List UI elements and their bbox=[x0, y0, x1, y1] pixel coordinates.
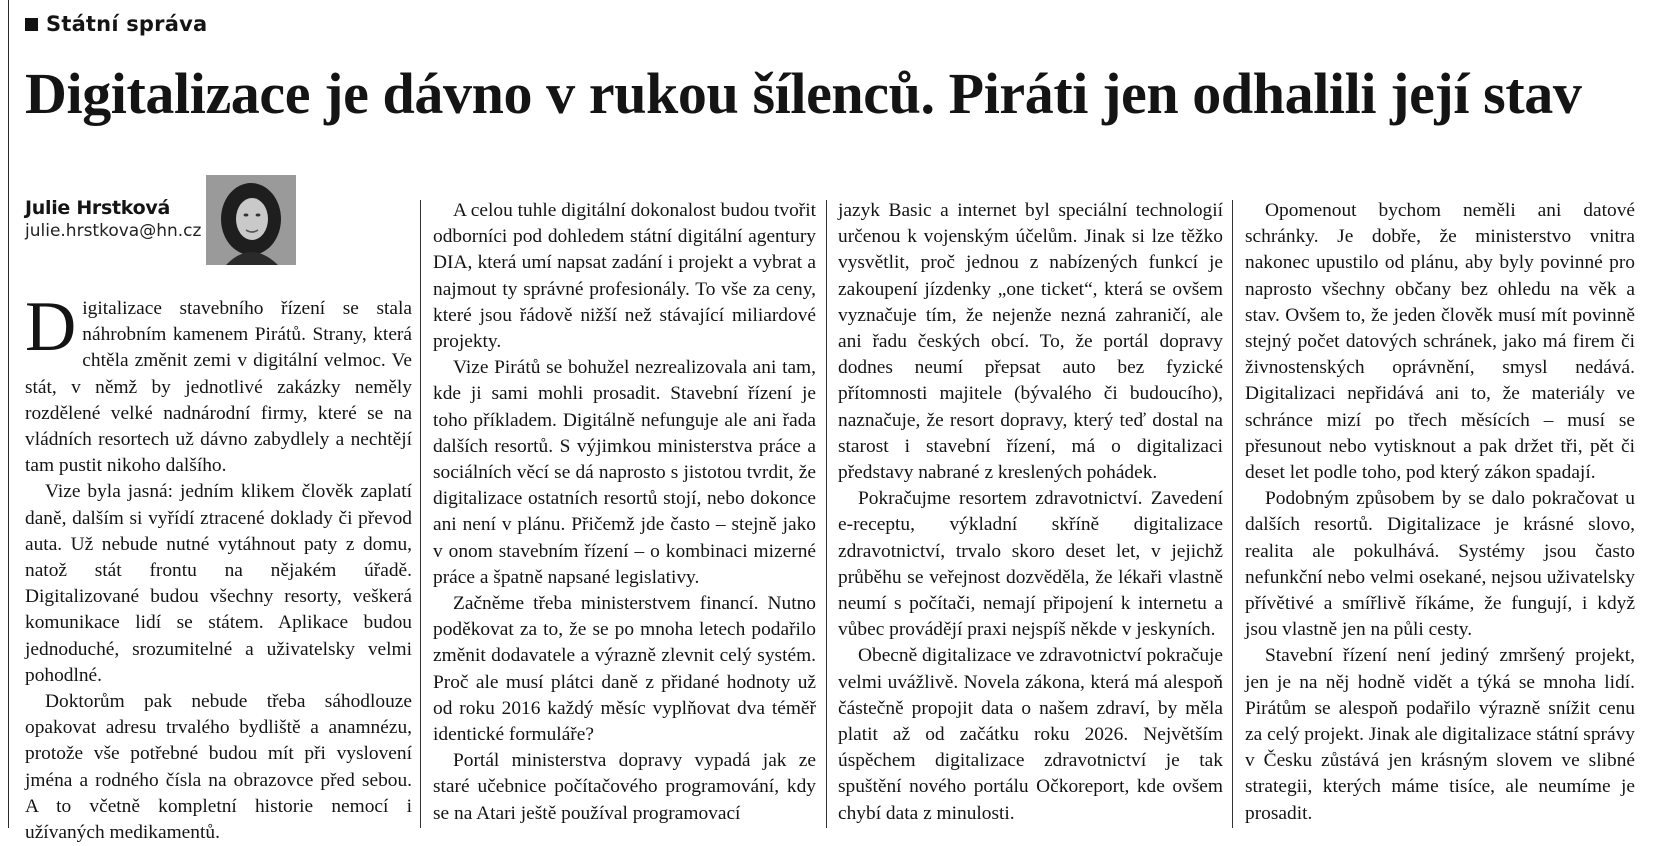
column-rule bbox=[826, 200, 827, 828]
article-paragraph: Vize Pirátů se bohužel nezrealizovala ani tam, kde ji sami mohli prosadit. Stavební řízení je toho příkladem. Digitálně nefunguje ale ani řada dalších resortů. S výjimkou ministerstva práce a sociálních věcí se dá naprosto s jistotou tvrdit, že digitalizace ostatních resortů stojí, nebo dokonce ani není v plánu. Přičemž jde často – stejně jako v onom stavebním řízení – o kombinaci mizerné práce a špatně napsané legislativy. bbox=[433, 357, 816, 588]
section-label[interactable] bbox=[25, 12, 207, 36]
paragraph-text: igitalizace stavebního řízení se stala náhrobním kamenem Pirátů. Strany, která chtěla změnit zemi v digitální velmoc. Ve stát, v němž by jednotlivé zakázky neměly rozdělené velké nadnárodní firmy, které se na vládních resortech už dávno zabydlely a nechtějí tam pustit nikoho dalšího. bbox=[25, 298, 412, 477]
author-name: Julie Hrstková bbox=[25, 197, 170, 219]
section-square-icon bbox=[25, 18, 38, 31]
article-paragraph: Doktorům pak nebude třeba sáhodlouze opakovat adresu trvalého bydliště a anamnézu, protože vše potřebné budou mít při vyslovení jména a rodného čísla na obrazovce před sebou. A to včetně kompletní historie nemocí i užívaných medikamentů. bbox=[25, 691, 412, 844]
article-paragraph: A celou tuhle digitální dokonalost budou tvořit odborníci pod dohledem státní digitální agentury DIA, která umí napsat zadání i projekt a vybrat a najmout ty správné profesionály. To vše za ceny, které jsou řádově nižší než stávající miliardové projekty. bbox=[433, 200, 816, 353]
article-paragraph: Portál ministerstva dopravy vypadá jak ze staré učebnice počítačového programování, kdy se na Atari ještě používal programovací bbox=[433, 750, 816, 824]
article-column-2 bbox=[433, 198, 816, 827]
article-column-3 bbox=[838, 198, 1223, 827]
article-paragraph: Pokračujme resortem zdravotnictví. Zavedení e-receptu, výkladní skříně digitalizace zdravotnictví, trvalo skoro deset let, v jejichž průběhu se veřejnost dozvěděla, že lékaři vlastně neumí s počítači, nemají připojení k internetu a vůbec provádějí praxi nejspíš někde v jeskyních. bbox=[838, 488, 1223, 641]
author-portrait-icon bbox=[206, 175, 296, 265]
article-paragraph: Vize byla jasná: jedním klikem člověk zaplatí daně, dalším si vyřídí ztracené doklady či převod auta. Už nebude nutné vytáhnout paty z domu, natož stát frontu na nějakém úřadě. Digitalizované budou všechny resorty, veškerá komunikace lidí se státem. Aplikace budou jednoduché, srozumitelné a uživatelsky velmi pohodlné. bbox=[25, 481, 412, 686]
article-column-4 bbox=[1245, 198, 1635, 827]
article-paragraph: Podobným způsobem by se dalo pokračovat u dalších resortů. Digitalizace je krásné slovo, realita ale pokulhává. Systémy jsou často nefunkční nebo velmi osekané, nejsou uživatelsky přívětivé a smířlivě říkáme, že fungují, i když jsou vlastně jen na půli cesty. bbox=[1245, 488, 1635, 641]
article-paragraph bbox=[25, 288, 412, 479]
section-label-text: Státní správa bbox=[46, 12, 208, 36]
column-rule bbox=[420, 200, 421, 828]
author-avatar bbox=[206, 175, 296, 265]
article-paragraph: Stavební řízení není jediný zmršený projekt, jen je na něj hodně vidět a týká se mnoha lidí. Pirátům se alespoň podařilo výrazně snížit cenu za celý projekt. Jinak ale digitalizace státní správy v Česku zůstává jen krásným slovem ve slibné strategii, kterých máme tisíce, ale neumíme je prosadit. bbox=[1245, 645, 1635, 824]
author-byline bbox=[25, 196, 201, 242]
article-column-1 bbox=[25, 288, 412, 846]
column-rule bbox=[1232, 200, 1233, 828]
drop-cap: D bbox=[25, 288, 77, 366]
article-paragraph: Začněme třeba ministerstvem financí. Nutno poděkovat za to, že se po mnoha letech podařilo změnit dodavatele a výrazně zlevnit celý systém. Proč ale musí plátci daně z přidané hodnoty už od roku 2016 každý měsíc vyplňovat dva téměř identické formuláře? bbox=[433, 593, 816, 746]
article-paragraph: Opomenout bychom neměli ani datové schránky. Je dobře, že ministerstvo vnitra nakonec upustilo od plánu, aby byly povinné pro naprosto všechny občany bez ohledu na věk a stav. Ovšem to, že jeden člověk musí mít povinně stejný počet datových schránek, jako má firem či živnostenských oprávnění, smysl nedává. Digitalizaci nepřidává ani to, že materiály ve schránce mizí po třech měsících – musí se přesunout nebo vytisknout a pak držet tři, pět či deset let podle toho, pod který zákon spadají. bbox=[1245, 200, 1635, 484]
article-headline: Digitalizace je dávno v rukou šílenců. Piráti jen odhalili její stav bbox=[25, 61, 1582, 126]
author-email[interactable]: julie.hrstkova@hn.cz bbox=[25, 221, 202, 241]
article-paragraph: jazyk Basic a internet byl speciální technologií určenou k vojenským účelům. Jinak si lze těžko vysvětlit, proč jednou z nabízených funkcí je zakoupení jízdenky „one ticket“, která se ovšem vyznačuje tím, že nejenže nezná zahraničí, ale ani řadu českých obcí. To, že portál dopravy dodnes neumí přepsat auto bez fyzické přítomnosti majitele (bývalého či budoucího), naznačuje, že resort dopravy, který teď dostal na starost i stavební řízení, má o digitalizaci představy nabrané z kreslených pohádek. bbox=[838, 200, 1223, 484]
article-paragraph: Obecně digitalizace ve zdravotnictví pokračuje velmi uvážlivě. Novela zákona, která má alespoň částečně propojit data o našem zdraví, by měla platit až od začátku roku 2026. Největším úspěchem digitalizace zdravotnictví je tak spuštění nového portálu Očkoreport, kde ovšem chybí data z minulosti. bbox=[838, 645, 1224, 824]
